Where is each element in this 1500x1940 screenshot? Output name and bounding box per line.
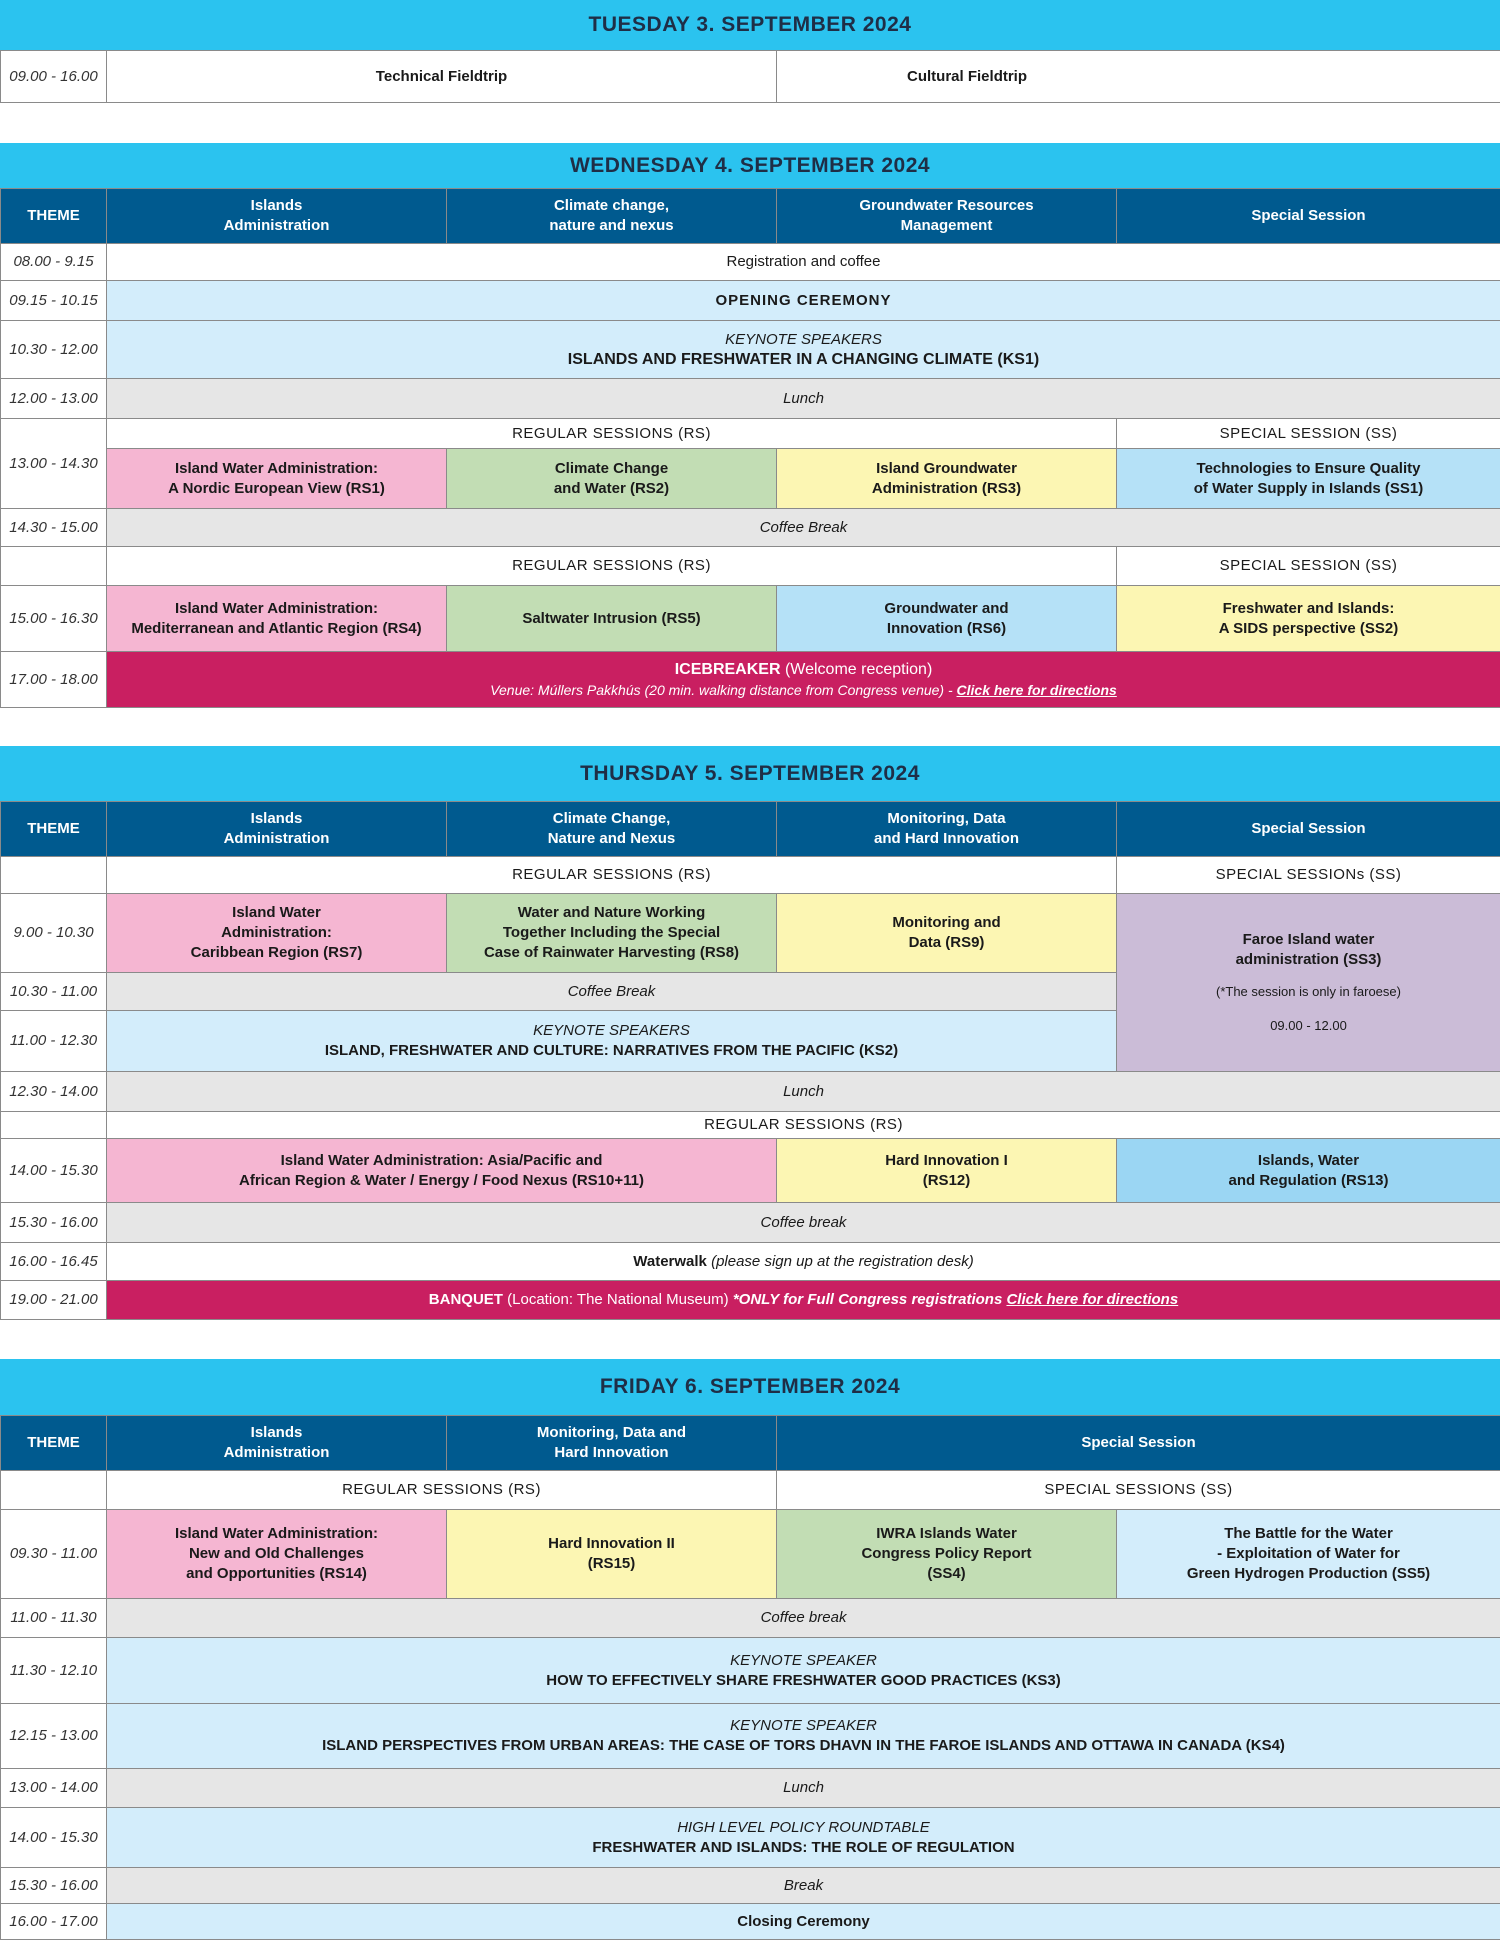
lunch: Lunch: [107, 1769, 1500, 1808]
theme-islands-administration: Islands Administration: [107, 189, 447, 244]
coffee-break: Coffee break: [107, 1599, 1500, 1638]
session-rs2: Climate Change and Water (RS2): [447, 449, 777, 509]
day-header: TUESDAY 3. SEPTEMBER 2024: [0, 0, 1500, 50]
special-session-label: SPECIAL SESSION (SS): [1117, 547, 1500, 586]
keynote-title: HOW TO EFFECTIVELY SHARE FRESHWATER GOOD PRACTICES (KS3): [546, 1671, 1061, 1689]
ss3-note: (*The session is only in faroese): [1216, 983, 1401, 999]
waterwalk-note: (please sign up at the registration desk): [706, 1252, 974, 1270]
time-cell: 15.00 - 16.30: [1, 586, 107, 652]
time-cell: 09.00 - 16.00: [1, 51, 107, 103]
theme-islands-administration: Islands Administration: [107, 802, 447, 857]
time-cell: 10.30 - 11.00: [1, 973, 107, 1011]
wednesday-table: [0, 188, 1500, 708]
banquet-only-note: *ONLY for Full Congress registrations: [732, 1291, 1007, 1308]
icebreaker-title: ICEBREAKER: [674, 660, 781, 678]
day-header: WEDNESDAY 4. SEPTEMBER 2024: [0, 143, 1500, 188]
icebreaker-subtitle: (Welcome reception): [780, 660, 933, 678]
keynote-label: KEYNOTE SPEAKER: [730, 1651, 877, 1669]
time-cell: 14.00 - 15.30: [1, 1139, 107, 1203]
session-ss3: [1117, 894, 1500, 1072]
time-cell-empty: [1, 547, 107, 586]
time-cell: 12.30 - 14.00: [1, 1072, 107, 1112]
time-cell: 14.00 - 15.30: [1, 1808, 107, 1868]
session-ss4: IWRA Islands Water Congress Policy Report (SS4): [777, 1510, 1117, 1599]
icebreaker: [107, 652, 1500, 708]
day-header: THURSDAY 5. SEPTEMBER 2024: [0, 746, 1500, 801]
policy-roundtable: [107, 1808, 1500, 1868]
session-rs15: Hard Innovation II (RS15): [447, 1510, 777, 1599]
time-cell: 11.00 - 12.30: [1, 1011, 107, 1072]
wednesday-block: [0, 143, 1500, 708]
roundtable-label: HIGH LEVEL POLICY ROUNDTABLE: [677, 1818, 930, 1836]
friday-block: [0, 1359, 1500, 1940]
theme-special-session: Special Session: [777, 1416, 1500, 1471]
theme-header: THEME: [1, 189, 107, 244]
theme-climate-change: Climate Change, Nature and Nexus: [447, 802, 777, 857]
time-cell: 14.30 - 15.00: [1, 509, 107, 547]
session-rs7: Island Water Administration: Caribbean Region (RS7): [107, 894, 447, 973]
ss3-time: 09.00 - 12.00: [1270, 1017, 1347, 1033]
regular-sessions-label: REGULAR SESSIONS (RS): [107, 419, 1117, 449]
time-cell: 19.00 - 21.00: [1, 1281, 107, 1320]
keynote-title: ISLAND PERSPECTIVES FROM URBAN AREAS: THE CASE OF TORS DHAVN IN THE FAROE ISLANDS AND OTTAWA IN CANADA (KS4): [322, 1737, 1285, 1754]
theme-special-session: Special Session: [1117, 802, 1500, 857]
coffee-break: Coffee break: [107, 1203, 1500, 1243]
session-rs13: Islands, Water and Regulation (RS13): [1117, 1139, 1500, 1203]
time-cell: 16.00 - 16.45: [1, 1243, 107, 1281]
session-ss5: The Battle for the Water - Exploitation of Water for Green Hydrogen Production (SS5): [1117, 1510, 1500, 1599]
icebreaker-directions-link[interactable]: Click here for directions: [956, 681, 1117, 698]
theme-groundwater: Groundwater Resources Management: [777, 189, 1117, 244]
banquet-location: (Location: The National Museum): [502, 1291, 733, 1308]
time-cell: 13.00 - 14.30: [1, 419, 107, 509]
friday-table: [0, 1415, 1500, 1940]
keynote-title: ISLAND, FRESHWATER AND CULTURE: NARRATIVES FROM THE PACIFIC (KS2): [324, 1042, 899, 1059]
time-cell: 16.00 - 17.00: [1, 1904, 107, 1940]
session-rs14: Island Water Administration: New and Old Challenges and Opportunities (RS14): [107, 1510, 447, 1599]
special-sessions-label: SPECIAL SESSIONs (SS): [1117, 857, 1500, 894]
keynote-ks1: [107, 321, 1500, 379]
lunch: Lunch: [107, 1072, 1500, 1112]
time-cell: 15.30 - 16.00: [1, 1203, 107, 1243]
time-cell: 09.15 - 10.15: [1, 281, 107, 321]
technical-fieldtrip: Technical Fieldtrip: [107, 51, 777, 103]
regular-sessions-label: REGULAR SESSIONS (RS): [107, 857, 1117, 894]
opening-ceremony: OPENING CEREMONY: [107, 281, 1500, 321]
closing-ceremony: Closing Ceremony: [107, 1904, 1500, 1940]
session-rs10-11: Island Water Administration: Asia/Pacific and African Region & Water / Energy / Food Nexus (RS10+11): [107, 1139, 777, 1203]
special-sessions-label: SPECIAL SESSIONS (SS): [777, 1471, 1500, 1510]
cultural-fieldtrip: Cultural Fieldtrip: [777, 51, 1500, 103]
keynote-ks3: [107, 1638, 1500, 1704]
session-rs5: Saltwater Intrusion (RS5): [447, 586, 777, 652]
time-cell: 10.30 - 12.00: [1, 321, 107, 379]
coffee-break: Coffee Break: [107, 509, 1500, 547]
keynote-title: ISLANDS AND FRESHWATER IN A CHANGING CLIMATE (KS1): [567, 350, 1040, 368]
session-rs4: Island Water Administration: Mediterranean and Atlantic Region (RS4): [107, 586, 447, 652]
lunch: Lunch: [107, 379, 1500, 419]
theme-monitoring: Monitoring, Data and Hard Innovation: [777, 802, 1117, 857]
special-session-label: SPECIAL SESSION (SS): [1117, 419, 1500, 449]
theme-special-session: Special Session: [1117, 189, 1500, 244]
time-cell-empty: [1, 857, 107, 894]
time-cell: 15.30 - 16.00: [1, 1868, 107, 1904]
keynote-label: KEYNOTE SPEAKERS: [725, 330, 882, 348]
thursday-block: [0, 746, 1500, 1320]
time-cell-empty: [1, 1112, 107, 1139]
theme-monitoring: Monitoring, Data and Hard Innovation: [447, 1416, 777, 1471]
time-cell: 12.15 - 13.00: [1, 1704, 107, 1769]
regular-sessions-label: REGULAR SESSIONS (RS): [107, 1112, 1500, 1139]
theme-header: THEME: [1, 1416, 107, 1471]
thursday-table: [0, 801, 1500, 1320]
theme-climate-change: Climate change, nature and nexus: [447, 189, 777, 244]
tuesday-table: [0, 50, 1500, 103]
session-rs6: Groundwater and Innovation (RS6): [777, 586, 1117, 652]
waterwalk-title: Waterwalk: [633, 1252, 707, 1270]
keynote-label: KEYNOTE SPEAKERS: [533, 1022, 690, 1039]
session-rs8: Water and Nature Working Together Including the Special Case of Rainwater Harvesting (RS8): [447, 894, 777, 973]
day-header: FRIDAY 6. SEPTEMBER 2024: [0, 1359, 1500, 1415]
time-cell: 9.00 - 10.30: [1, 894, 107, 973]
banquet-title: BANQUET: [428, 1291, 503, 1308]
time-cell: 11.00 - 11.30: [1, 1599, 107, 1638]
regular-sessions-label: REGULAR SESSIONS (RS): [107, 1471, 777, 1510]
break: Break: [107, 1868, 1500, 1904]
theme-header: THEME: [1, 802, 107, 857]
waterwalk: [107, 1243, 1500, 1281]
keynote-ks4: [107, 1704, 1500, 1769]
theme-islands-administration: Islands Administration: [107, 1416, 447, 1471]
session-rs3: Island Groundwater Administration (RS3): [777, 449, 1117, 509]
session-rs9: Monitoring and Data (RS9): [777, 894, 1117, 973]
time-cell: 09.30 - 11.00: [1, 1510, 107, 1599]
regular-sessions-label: REGULAR SESSIONS (RS): [107, 547, 1117, 586]
keynote-label: KEYNOTE SPEAKER: [730, 1717, 877, 1734]
banquet-directions-link[interactable]: Click here for directions: [1006, 1291, 1179, 1308]
time-cell: 12.00 - 13.00: [1, 379, 107, 419]
time-cell: 08.00 - 9.15: [1, 244, 107, 281]
coffee-break: Coffee Break: [107, 973, 1117, 1011]
session-ss1: Technologies to Ensure Quality of Water Supply in Islands (SS1): [1117, 449, 1500, 509]
banquet: [107, 1281, 1500, 1320]
registration-coffee: Registration and coffee: [107, 244, 1500, 281]
icebreaker-venue: Venue: Múllers Pakkhús (20 min. walking distance from Congress venue) -: [490, 681, 957, 698]
session-rs1: Island Water Administration: A Nordic European View (RS1): [107, 449, 447, 509]
time-cell-empty: [1, 1471, 107, 1510]
keynote-ks2: [107, 1011, 1117, 1072]
session-ss2: Freshwater and Islands: A SIDS perspective (SS2): [1117, 586, 1500, 652]
roundtable-title: FRESHWATER AND ISLANDS: THE ROLE OF REGULATION: [592, 1838, 1015, 1856]
ss3-title: Faroe Island water administration (SS3): [1235, 930, 1382, 968]
session-rs12: Hard Innovation I (RS12): [777, 1139, 1117, 1203]
time-cell: 11.30 - 12.10: [1, 1638, 107, 1704]
tuesday-block: [0, 0, 1500, 103]
time-cell: 17.00 - 18.00: [1, 652, 107, 708]
time-cell: 13.00 - 14.00: [1, 1769, 107, 1808]
